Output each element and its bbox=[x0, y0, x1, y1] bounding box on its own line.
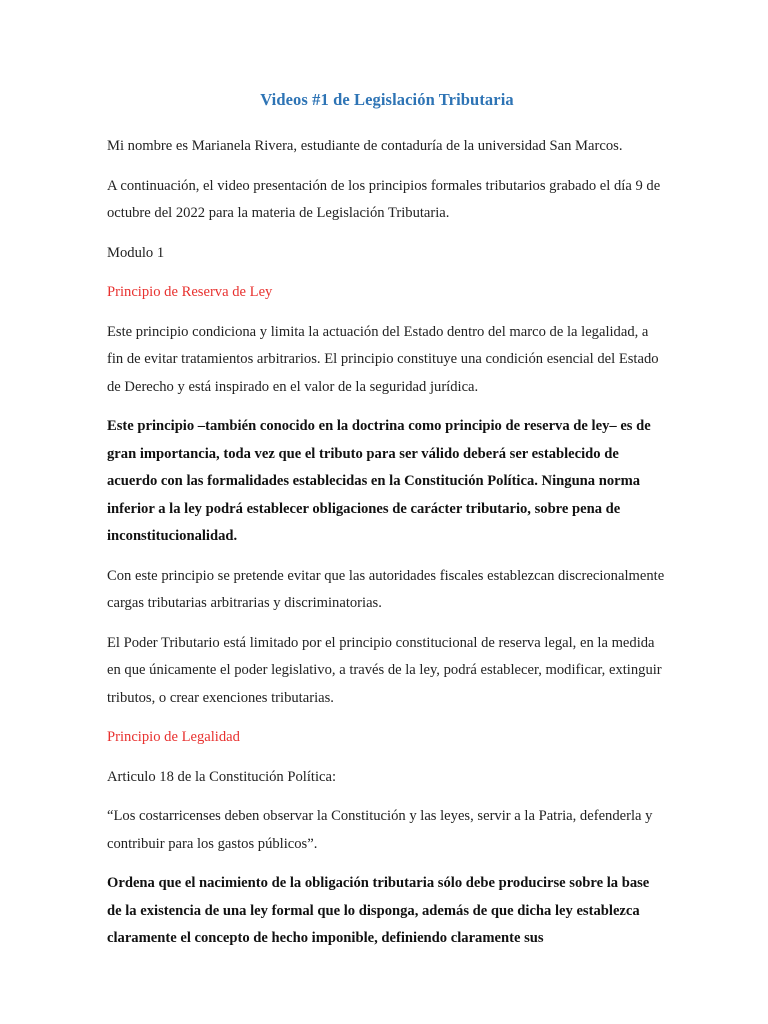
reserva-paragraph-4: El Poder Tributario está limitado por el principio constitucional de reserva legal, en la medida en que únicamente el poder legislativo, a través de la ley, podrá establecer, modificar, extinguir tributos, o crear exenciones tributarias. bbox=[107, 634, 662, 706]
reserva-paragraph-3: Con este principio se pretende evitar que las autoridades fiscales establezcan discrecionalmente cargas tributarias arbitrarias y discriminatorias. bbox=[107, 567, 665, 611]
section-heading-reserva-de-ley: Principio de Reserva de Ley bbox=[107, 284, 273, 300]
module-label: Modulo 1 bbox=[107, 244, 165, 261]
legalidad-paragraph-3-bold: Ordena que el nacimiento de la obligación tributaria sólo debe producirse sobre la base de la existencia de una ley formal que lo disponga, además de que dicha ley establezca claramente el concepto de hecho imponible, definiendo claramente sus bbox=[107, 875, 650, 946]
intro-paragraph: Mi nombre es Marianela Rivera, estudiante de contaduría de la universidad San Marcos. bbox=[107, 138, 623, 154]
reserva-paragraph-2-bold: Este principio –también conocido en la doctrina como principio de reserva de ley– es de gran importancia, toda vez que el tributo para ser válido deberá ser establecido de acuerdo con las formalidades establecidas en la Constitución Política. Ninguna norma inferior a la ley podrá establecer obligaciones de carácter tributario, sobre pena de inconstitucionalidad. bbox=[107, 418, 651, 544]
document-title: Videos #1 de Legislación Tributaria bbox=[260, 90, 514, 109]
legalidad-paragraph-1: Articulo 18 de la Constitución Política: bbox=[107, 768, 337, 785]
presentation-paragraph: A continuación, el video presentación de los principios formales tributarios grabado el día 9 de octubre del 2022 para la materia de Legislación Tributaria. bbox=[107, 177, 661, 221]
section-heading-legalidad: Principio de Legalidad bbox=[107, 729, 240, 745]
reserva-paragraph-1: Este principio condiciona y limita la actuación del Estado dentro del marco de la legalidad, a fin de evitar tratamientos arbitrarios. El principio constituye una condición esencial del Estado de Derecho y está inspirado en el valor de la seguridad jurídica. bbox=[107, 323, 659, 395]
document-page bbox=[107, 90, 667, 965]
legalidad-quote: “Los costarricenses deben observar la Constitución y las leyes, servir a la Patria, defenderla y contribuir para los gastos públicos”. bbox=[107, 808, 653, 852]
